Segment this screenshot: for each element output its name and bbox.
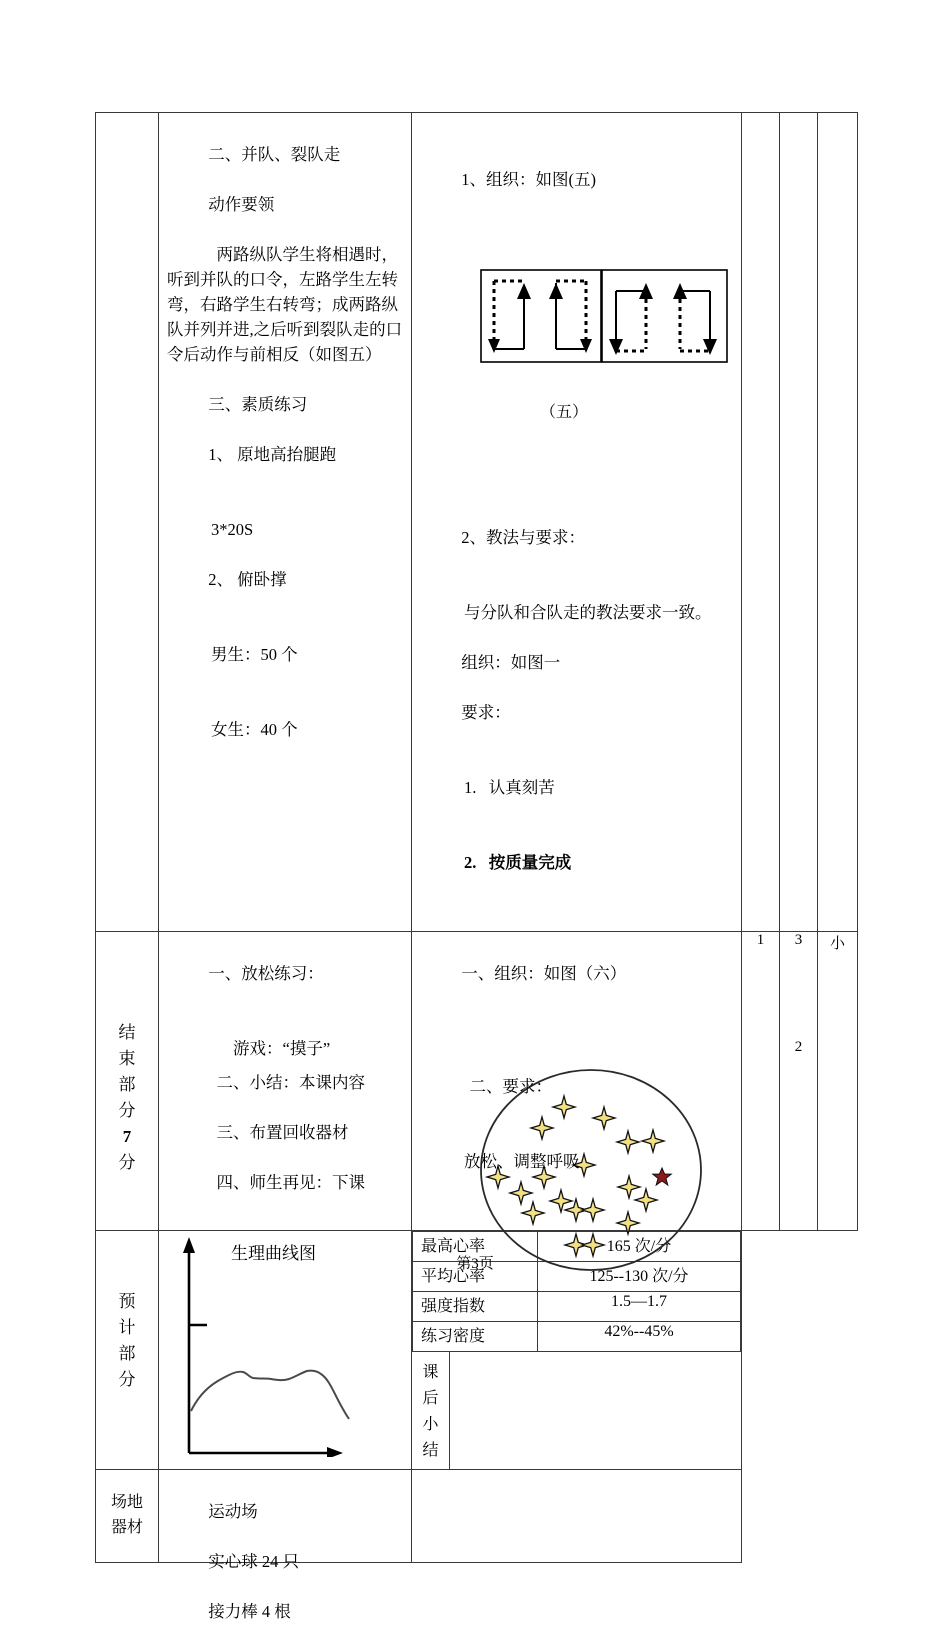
summary-char-4: 结 bbox=[422, 1442, 439, 1459]
row1-org-line3: 组织：如图一 bbox=[461, 653, 561, 672]
count-cell-closing-c2 bbox=[780, 932, 818, 1231]
row2-org-req-title: 二、要求： bbox=[469, 1077, 552, 1096]
organization-cell-closing bbox=[412, 932, 742, 1231]
row2-line5: 四、师生再见：下课 bbox=[216, 1173, 365, 1192]
vitals-key-3: 练习密度 bbox=[413, 1322, 538, 1352]
phase-char-6: 分 bbox=[118, 1153, 136, 1172]
main-content-cell-closing bbox=[159, 932, 412, 1231]
organization-cell-row1 bbox=[412, 113, 742, 932]
count-cell-row1-c2 bbox=[780, 113, 818, 932]
summary-label bbox=[412, 1352, 450, 1469]
count-c2-top: 3 bbox=[794, 932, 803, 948]
estimate-char-3: 部 bbox=[118, 1344, 136, 1363]
row2-line4: 三、布置回收器材 bbox=[216, 1123, 349, 1142]
row2-line1: 一、放松练习： bbox=[208, 964, 324, 983]
row1-line2: 动作要领 bbox=[208, 195, 275, 214]
equipment-item-2: 接力棒 4 根 bbox=[208, 1602, 291, 1621]
summary-char-3: 小 bbox=[422, 1416, 439, 1433]
row1-org-line4: 要求： bbox=[461, 703, 511, 722]
summary-char-1: 课 bbox=[422, 1364, 439, 1381]
figure-five-diagram bbox=[430, 244, 735, 475]
row2-line2: 游戏：“摸子” bbox=[233, 1039, 331, 1058]
row1-item2-female: 女生：40 个 bbox=[211, 720, 298, 739]
row1-heading: 二、并队、裂队走 bbox=[208, 145, 341, 164]
table-row-basic-part bbox=[96, 113, 858, 932]
chart-title: 生理曲线图 bbox=[231, 1244, 316, 1263]
lesson-plan-table bbox=[95, 112, 858, 1621]
vitals-key-1: 平均心率 bbox=[413, 1262, 538, 1292]
teacher-red-star bbox=[652, 1168, 670, 1185]
figure-five-caption: （五） bbox=[539, 404, 588, 421]
row1-item1-detail: 3*20S bbox=[211, 520, 254, 539]
phase-char-5: 7 bbox=[122, 1127, 132, 1146]
count-c2-bottom: 2 bbox=[794, 1039, 803, 1055]
row1-paragraph: 两路纵队学生将相遇时，听到并队的口令，左路学生左转弯，右路学生右转弯；成两路纵队并列并进,之后听到裂队走的口令后动作与前相反（如图五） bbox=[167, 245, 403, 364]
count-cell-closing-c1: 1 bbox=[742, 932, 780, 1231]
row2-org-title: 一、组织：如图（六） bbox=[461, 964, 627, 983]
phase-cell-equipment bbox=[96, 1470, 159, 1563]
equipment-item-0: 运动场 bbox=[208, 1502, 258, 1521]
row1-heading3: 三、素质练习 bbox=[208, 395, 308, 414]
page-footer: 第3页 bbox=[456, 1256, 494, 1272]
phase-cell-closing bbox=[96, 932, 159, 1231]
phase-cell-row1 bbox=[96, 113, 159, 932]
equipment-empty-cell bbox=[412, 1470, 742, 1563]
row1-item2: 2、 俯卧撑 bbox=[208, 570, 287, 589]
row1-org-req1: 1. 认真刻苦 bbox=[464, 778, 555, 797]
vitals-value-0: 165 次/分 bbox=[538, 1232, 741, 1262]
count-cell-closing-c3: 小 bbox=[818, 932, 858, 1231]
phase-char-1: 结 bbox=[118, 1023, 136, 1042]
row1-item2-male: 男生：50 个 bbox=[211, 645, 298, 664]
vitals-value-1: 125--130 次/分 bbox=[538, 1262, 741, 1292]
equipment-label-1: 场地 bbox=[110, 1494, 143, 1511]
main-content-cell-row1 bbox=[159, 113, 412, 932]
vitals-value-3: 42%--45% bbox=[538, 1322, 741, 1352]
row1-item1: 1、 原地高抬腿跑 bbox=[208, 445, 337, 464]
phase-char-2: 束 bbox=[118, 1049, 136, 1068]
row1-org-req2: 2. 按质量完成 bbox=[464, 853, 572, 872]
phase-char-3: 部 bbox=[118, 1075, 136, 1094]
row1-org-title: 1、组织：如图(五) bbox=[461, 170, 596, 189]
table-row-closing-part bbox=[96, 932, 858, 1231]
row1-org-title2: 2、教法与要求： bbox=[461, 528, 585, 547]
equipment-list-cell bbox=[159, 1470, 412, 1621]
phase-char-4: 分 bbox=[118, 1101, 136, 1120]
estimate-char-4: 分 bbox=[118, 1370, 136, 1389]
count-cell-row1-c3 bbox=[818, 113, 858, 932]
summary-char-2: 后 bbox=[422, 1390, 439, 1407]
row1-org-line2: 与分队和合队走的教法要求一致。 bbox=[464, 603, 712, 622]
vitals-key-2: 强度指数 bbox=[413, 1292, 538, 1322]
row2-line3: 二、小结：本课内容 bbox=[216, 1073, 365, 1092]
count-cell-row1-c1 bbox=[742, 113, 780, 932]
vitals-key-0: 最高心率 bbox=[413, 1232, 538, 1262]
post-class-summary bbox=[412, 1352, 741, 1469]
estimate-char-2: 计 bbox=[118, 1318, 136, 1337]
estimate-char-1: 预 bbox=[118, 1292, 136, 1311]
table-row-equipment bbox=[96, 1470, 858, 1563]
vitals-value-2: 1.5—1.7 bbox=[538, 1292, 741, 1322]
equipment-item-1: 实心球 24 只 bbox=[208, 1552, 299, 1571]
equipment-label-2: 器材 bbox=[110, 1519, 143, 1536]
summary-body[interactable] bbox=[450, 1352, 741, 1469]
figure-five-svg bbox=[480, 269, 728, 366]
row2-org-req-line: 放松、调整呼吸 bbox=[464, 1152, 580, 1171]
